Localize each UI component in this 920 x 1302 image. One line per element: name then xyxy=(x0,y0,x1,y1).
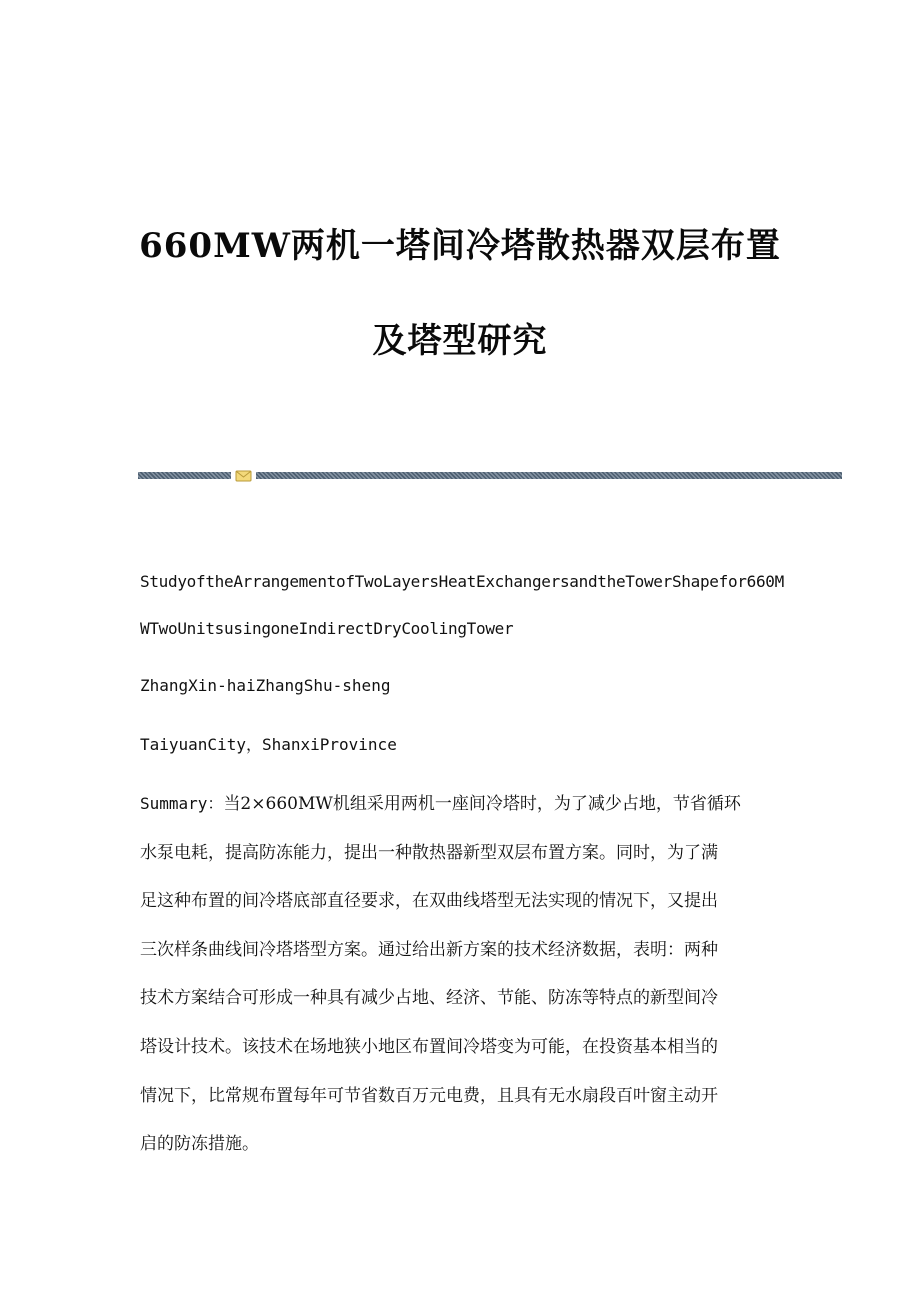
summary-line: 三次样条曲线间冷塔塔型方案。通过给出新方案的技术经济数据，表明：两种 xyxy=(140,939,718,960)
summary-paragraph xyxy=(140,780,780,1169)
summary-line: 水泵电耗，提高防冻能力，提出一种散热器新型双层布置方案。同时，为了满 xyxy=(140,842,718,863)
affiliation: TaiyuanCity，ShanxiProvince xyxy=(140,735,397,754)
summary-line xyxy=(140,780,780,829)
document-title-line-2: 及塔型研究 xyxy=(372,321,548,361)
document-title-line-1: 660MW两机一塔间冷塔散热器双层布置 xyxy=(139,226,781,266)
english-title-line-2: WTwoUnitsusingoneIndirectDryCoolingTower xyxy=(140,619,514,638)
title-divider xyxy=(138,468,842,482)
divider-bar-left xyxy=(138,472,231,479)
summary-label: Summary： xyxy=(140,794,224,813)
divider-bar-right xyxy=(256,472,842,479)
summary-line: 足这种布置的间冷塔底部直径要求，在双曲线塔型无法实现的情况下，又提出 xyxy=(140,891,718,912)
english-title-line-1: StudyoftheArrangementofTwoLayersHeatExchangersandtheTowerShapefor660M xyxy=(140,572,784,591)
summary-line: 情况下，比常规布置每年可节省数百万元电费，且具有无水扇段百叶窗主动开 xyxy=(140,1085,718,1106)
summary-line: 塔设计技术。该技术在场地狭小地区布置间冷塔变为可能，在投资基本相当的 xyxy=(140,1036,718,1057)
summary-line: 技术方案结合可形成一种具有减少占地、经济、节能、防冻等特点的新型间冷 xyxy=(140,988,718,1009)
envelope-icon xyxy=(235,468,252,482)
authors: ZhangXin-haiZhangShu-sheng xyxy=(140,676,391,695)
summary-line: 启的防冻措施。 xyxy=(140,1134,259,1155)
summary-text: 当2×660MW机组采用两机一座间冷塔时，为了减少占地，节省循环 xyxy=(223,794,741,814)
